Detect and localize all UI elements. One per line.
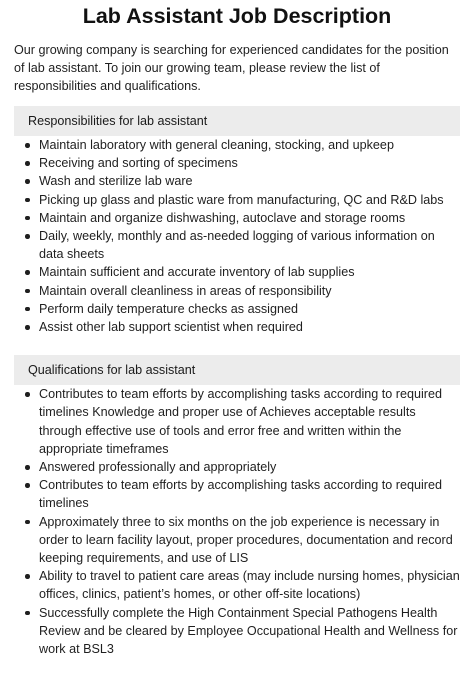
responsibility-item: Wash and sterilize lab ware: [25, 172, 460, 190]
responsibilities-list: [14, 136, 460, 336]
responsibility-item: Maintain overall cleanliness in areas of responsibility: [25, 282, 460, 300]
intro-paragraph: Our growing company is searching for experienced candidates for the position of lab assistant. To join our growing team, please review the list of responsibilities and qualifications.: [14, 43, 449, 93]
responsibilities-header: Responsibilities for lab assistant: [14, 106, 460, 136]
responsibility-item: Maintain laboratory with general cleaning, stocking, and upkeep: [25, 136, 460, 154]
responsibility-item: Receiving and sorting of specimens: [25, 154, 460, 172]
qualification-item: Ability to travel to patient care areas (may include nursing homes, physician offices, clinics, patient’s homes, or other off-site locations): [25, 567, 460, 603]
responsibility-item: Maintain and organize dishwashing, autoclave and storage rooms: [25, 209, 460, 227]
qualification-item: Contributes to team efforts by accomplishing tasks according to required timelines Knowledge and proper use of Achieves acceptable results through effective use of tools and error free and written within the appropriate timeframes: [25, 385, 460, 458]
responsibility-item: Maintain sufficient and accurate inventory of lab supplies: [25, 263, 460, 281]
responsibility-item: Picking up glass and plastic ware from manufacturing, QC and R&D labs: [25, 191, 460, 209]
responsibility-item: Perform daily temperature checks as assigned: [25, 300, 460, 318]
page-title: Lab Assistant Job Description: [82, 4, 392, 28]
qualification-item: Approximately three to six months on the job experience is necessary in order to learn facility layout, proper procedures, documentation and record keeping requirements, and use of LIS: [25, 513, 460, 568]
qualifications-header: Qualifications for lab assistant: [14, 355, 460, 385]
qualification-item: Answered professionally and appropriately: [25, 458, 460, 476]
qualifications-list: [14, 385, 460, 658]
qualification-item: Contributes to team efforts by accomplishing tasks according to required timelines: [25, 476, 460, 512]
responsibility-item: Assist other lab support scientist when required: [25, 318, 460, 336]
qualification-item: Successfully complete the High Containment Special Pathogens Health Review and be cleared by Employee Occupational Health and Wellness for work at BSL3: [25, 604, 460, 659]
responsibility-item: Daily, weekly, monthly and as-needed logging of various information on data sheets: [25, 227, 460, 263]
